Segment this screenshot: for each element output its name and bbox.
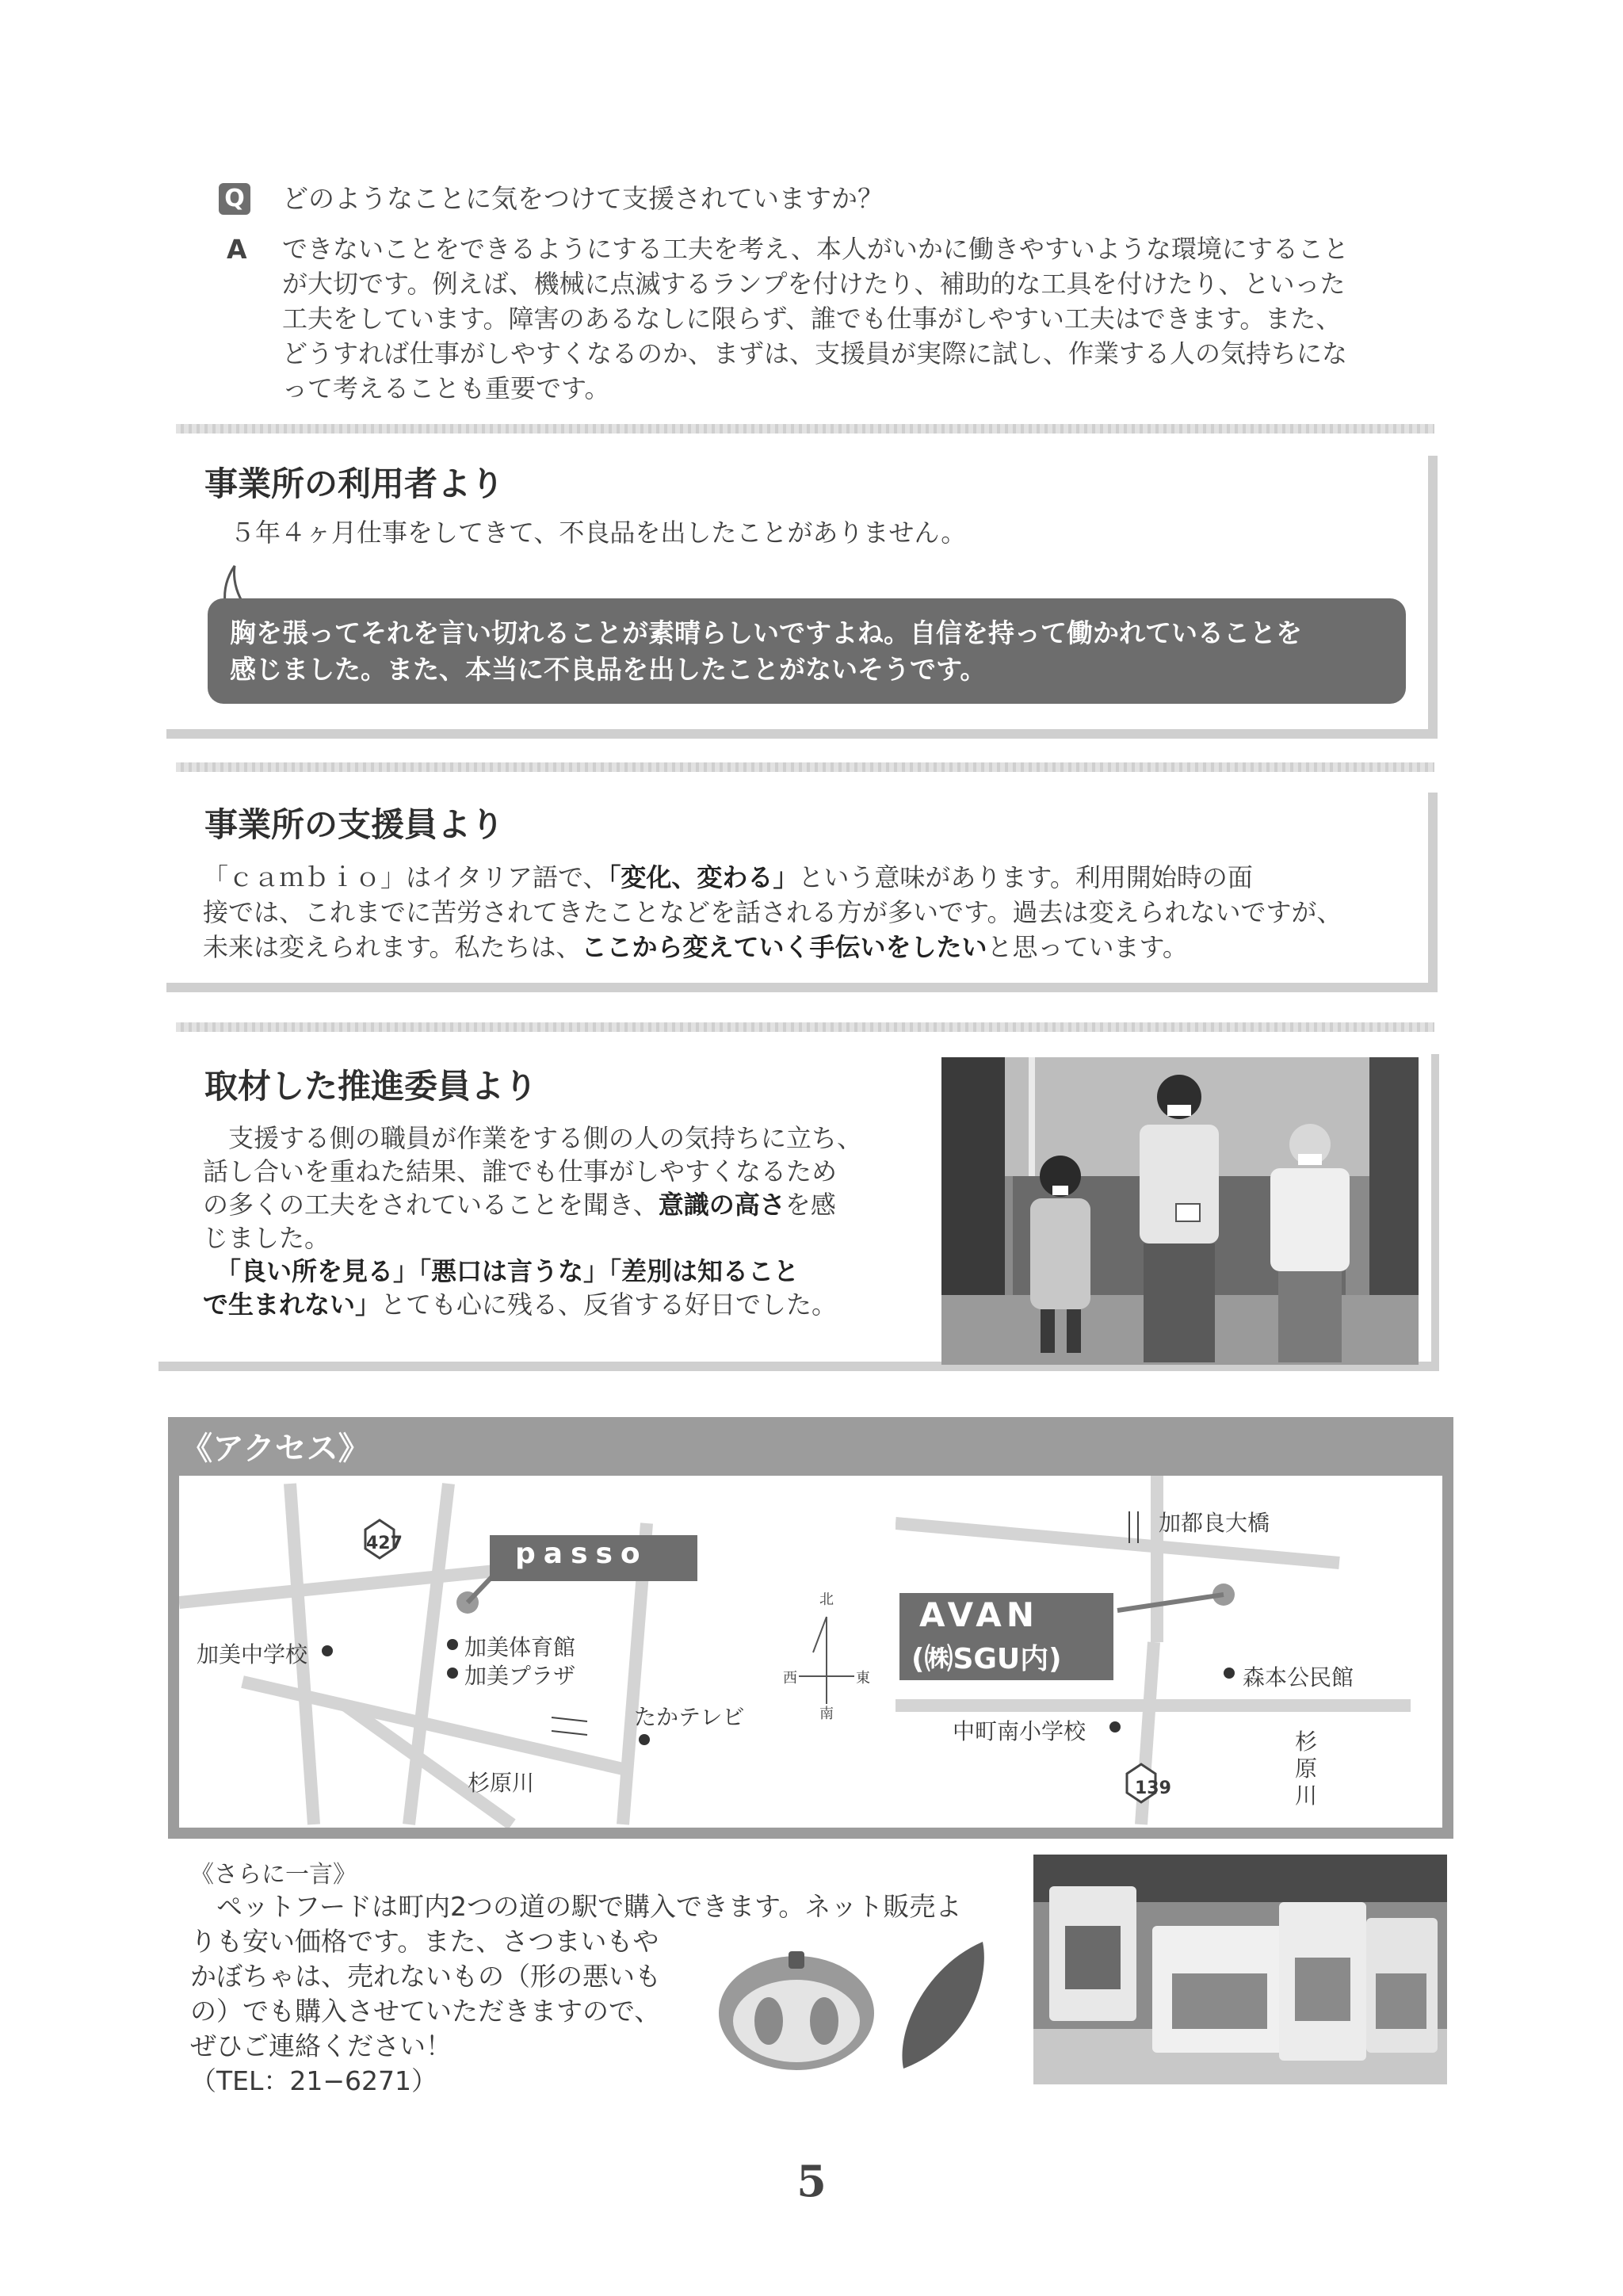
q-badge: Q xyxy=(219,183,250,215)
map-dot xyxy=(639,1734,650,1745)
sugihara-river-char-2: 原 xyxy=(1295,1755,1318,1782)
map-dot xyxy=(1109,1721,1121,1733)
taka-tv-label: たかテレビ xyxy=(634,1704,745,1730)
passo-label: passo xyxy=(515,1538,648,1570)
section-shadow xyxy=(1431,1054,1439,1367)
more-title: 《さらに一言》 xyxy=(190,1861,357,1889)
section-divider xyxy=(176,1022,1434,1032)
map-dot xyxy=(322,1645,333,1656)
more-body: ペットフードは町内2つの道の駅で購入できます。ネット販売よ りも安い価格です。また、さつまいもや かぼちゃは、売れないもの（形の悪いも の）でも購入させていただきますので、 ぜひご連絡ください！ （TEL：21−6271） xyxy=(190,1891,962,2096)
staff-section-body: 「ｃａｍｂｉｏ」はイタリア語で、「変化、変わる」という意味があります。利用開始時の面 接では、これまでに苦労されてきたことなどを話される方が多いです。過去は変えられないですが、 未来は変えられます。私たちは、ここから変えていく手伝いをしたいと思っています。 xyxy=(203,862,1342,962)
section-divider xyxy=(176,762,1434,772)
section-shadow xyxy=(166,729,1438,739)
map-dot xyxy=(1224,1668,1235,1679)
question-text: どのようなことに気をつけて支援されていますか？ xyxy=(282,183,884,214)
kami-plaza-label: 加美プラザ xyxy=(464,1663,576,1689)
staff-section-title: 事業所の支援員より xyxy=(204,805,505,844)
sugihara-river-label: 杉原川 xyxy=(468,1770,535,1796)
compass-south: 南 xyxy=(819,1706,834,1722)
answer-text: できないことをできるようにする工夫を考え、本人がいかに働きやすいような環境にすること が大切です。例えば、機械に点滅するランプを付けたり、補助的な工具を付けたり、といった 工夫をしています。障害のあるなしに限らず、誰でも仕事がしやすい工夫はできます。また、 どうすれば仕事がしやすくなるのか、まずは、支援員が実際に試し、作業する人の気持ちにな って考えることも重要です。 xyxy=(282,234,1349,403)
comment-bubble-text: 胸を張ってそれを言い切れることが素晴らしいですよね。自信を持って働かれていることを 感じました。また、本当に不良品を出したことがないそうです。 xyxy=(230,617,1302,685)
interview-photo xyxy=(941,1057,1419,1365)
pet-food-product-photo xyxy=(1033,1855,1447,2084)
pumpkin-potato-illustration xyxy=(713,1934,999,2076)
section-shadow xyxy=(166,983,1438,992)
kami-junior-high-label: 加美中学校 xyxy=(197,1641,308,1668)
user-quote: ５年４ヶ月仕事をしてきて、不良品を出したことがありません。 xyxy=(230,518,967,548)
map-dot xyxy=(447,1668,458,1679)
section-divider xyxy=(176,424,1434,434)
katsura-bridge-label: 加都良大橋 xyxy=(1159,1510,1270,1536)
committee-section-body: 支援する側の職員が作業をする側の人の気持ちに立ち、 話し合いを重ねた結果、誰でも仕事がしやすくなるため の多くの工夫をされていることを聞き、意識の高さを感 じました。 「良い所を見る」「悪口は言うな」「差別は知ること で生まれない」とても心に残る、反省する好日でした。 xyxy=(203,1123,863,1320)
committee-section-title: 取材した推進委員より xyxy=(204,1067,538,1106)
morimoto-hall-label: 森本公民館 xyxy=(1243,1664,1354,1690)
avan-label: AVAN xyxy=(919,1595,1039,1634)
route-427-label: 427 xyxy=(366,1534,403,1553)
section-shadow xyxy=(1428,456,1438,737)
nakacho-minami-school-label: 中町南小学校 xyxy=(953,1718,1086,1744)
user-section-title: 事業所の利用者より xyxy=(204,464,505,503)
sugihara-river-char-3: 川 xyxy=(1295,1782,1318,1809)
section-shadow xyxy=(1428,793,1438,991)
kami-gym-label: 加美体育館 xyxy=(464,1634,576,1660)
compass-north: 北 xyxy=(819,1591,834,1608)
compass-east: 東 xyxy=(856,1670,870,1687)
avan-sub-label: (㈱SGU内) xyxy=(911,1643,1062,1675)
access-title: 《アクセス》 xyxy=(181,1431,370,1467)
sugihara-river-char-1: 杉 xyxy=(1295,1729,1318,1755)
route-139-label: 139 xyxy=(1135,1778,1171,1798)
compass-icon xyxy=(791,1593,862,1720)
compass-west: 西 xyxy=(783,1670,797,1687)
a-label: A xyxy=(227,234,247,265)
map-dot xyxy=(447,1639,458,1650)
page-number: 5 xyxy=(796,2156,827,2206)
